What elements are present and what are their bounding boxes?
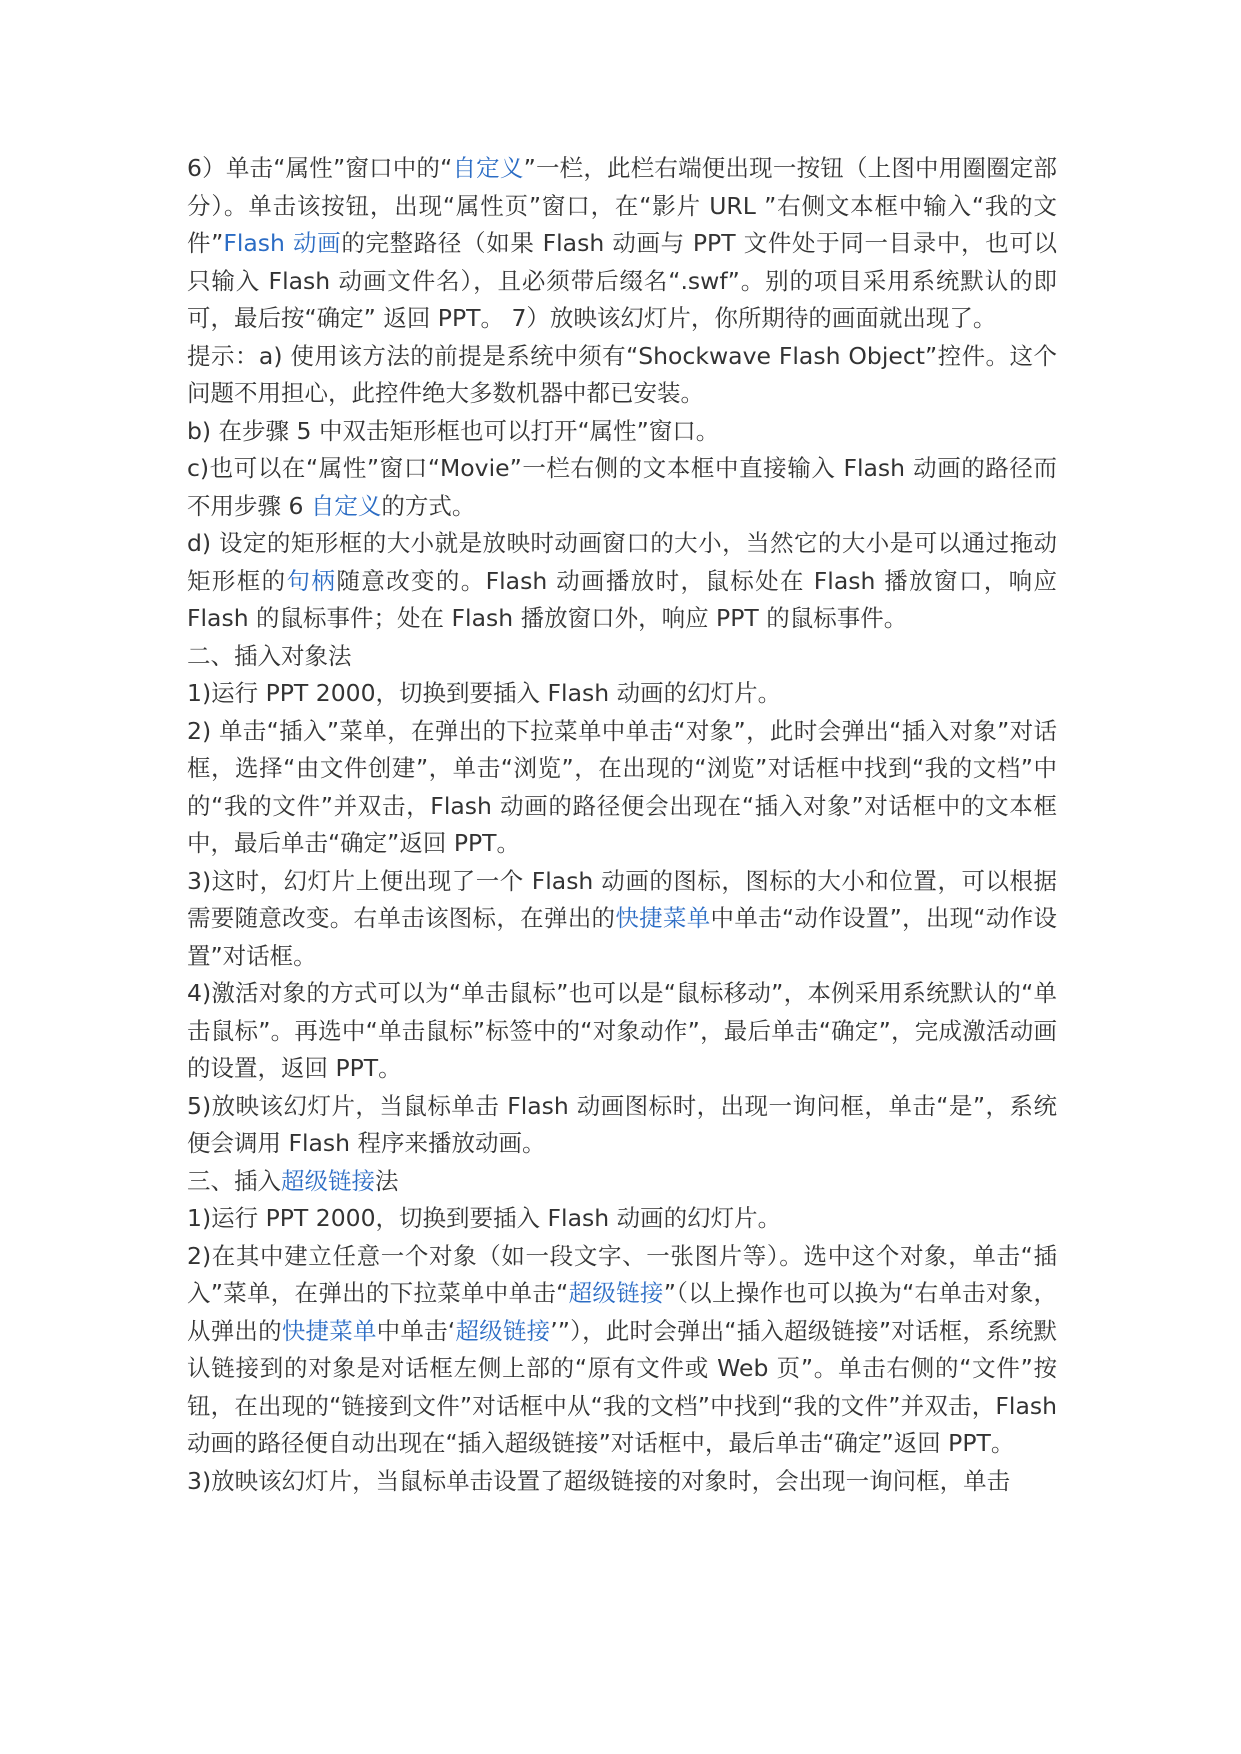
text-run: d) 设定的矩形框的大小就是放映时动画窗口的大小，当然它的大小是可以通过拖动矩形框的 <box>187 529 1057 595</box>
inline-link[interactable]: 自定义 <box>452 154 524 182</box>
text-run: 3)放映该幻灯片，当鼠标单击设置了超级链接的对象时，会出现一询问框，单击 <box>187 1466 1011 1495</box>
text-run: b) 在步骤 5 中双击矩形框也可以打开“属性”窗口。 <box>187 416 720 445</box>
text-run: c)也可以在“属性”窗口“Movie”一栏右侧的文本框中直接输入 Flash 动画的路径而不用步骤 6 <box>187 454 1057 520</box>
text-run: 4)激活对象的方式可以为“单击鼠标”也可以是“鼠标移动”，本例采用系统默认的“单击鼠标”。再选中“单击鼠标”标签中的“对象动作”，最后单击“确定”，完成激活动画的设置，返回 PPT。 <box>187 979 1057 1082</box>
text-run: ”一栏，此栏右端便出现一按钮（上图中用圈圈定部分）。单击该按钮，出现“属性页”窗口，在“影片 URL ”右侧文本框中输入“我的文件” <box>187 154 1057 257</box>
paragraph <box>187 1200 1057 1238</box>
text-run: 6）单击“属性”窗口中的“ <box>187 154 453 182</box>
text-run: 1)运行 PPT 2000，切换到要插入 Flash 动画的幻灯片。 <box>187 679 782 707</box>
paragraph <box>187 975 1057 1088</box>
text-run: 3)这时，幻灯片上便出现了一个 Flash 动画的图标，图标的大小和位置，可以根据需要随意改变。右单击该图标，在弹出的 <box>187 866 1057 932</box>
inline-link[interactable]: 快捷菜单 <box>615 904 711 932</box>
text-run: 中单击‘ <box>376 1316 456 1345</box>
paragraph <box>187 525 1057 638</box>
text-run: 2)在其中建立任意一个对象（如一段文字、一张图片等）。选中这个对象，单击“插入”菜单，在弹出的下拉菜单中单击“ <box>187 1241 1057 1307</box>
text-run: 的方式。 <box>381 491 476 520</box>
text-run: 随意改变的。Flash 动画播放时，鼠标处在 Flash 播放窗口，响应 Flash 的鼠标事件；处在 Flash 播放窗口外，响应 PPT 的鼠标事件。 <box>187 566 1058 632</box>
inline-link[interactable]: 句柄 <box>286 566 337 595</box>
text-run: ’”），此时会弹出“插入超级链接”对话框，系统默认链接到的对象是对话框左侧上部的“原有文件或 Web 页”。单击右侧的“文件”按钮，在出现的“链接到文件”对话框中从“我的文档”中找到“我的文件”并双击，Flash 动画的路径便自动出现在“插入超级链接”对话框中，最后单击“确定”返回 PPT。 <box>187 1316 1058 1457</box>
inline-link[interactable]: 超级链接 <box>281 1166 375 1195</box>
paragraph <box>187 1463 1057 1501</box>
text-run: ”（以上操作也可以换为“右单击对象，从弹出的 <box>187 1279 1057 1345</box>
inline-link[interactable]: 超级链接 <box>568 1279 664 1307</box>
text-run: 2) 单击“插入”菜单，在弹出的下拉菜单中单击“对象”，此时会弹出“插入对象”对话框，选择“由文件创建”，单击“浏览”，在出现的“浏览”对话框中找到“我的文档”中的“我的文件”并双击，Flash 动画的路径便会出现在“插入对象”对话框中的文本框中，最后单击“确定”返回 PPT。 <box>187 716 1057 857</box>
paragraph <box>187 338 1057 413</box>
paragraph <box>187 150 1057 338</box>
paragraph <box>187 638 1057 676</box>
inline-link[interactable]: 自定义 <box>310 491 382 520</box>
inline-link[interactable]: 超级链接 <box>455 1316 551 1345</box>
paragraph <box>187 675 1057 713</box>
text-run: 三、插入 <box>187 1166 281 1195</box>
paragraph <box>187 1163 1057 1201</box>
text-run: 中单击“动作设置”，出现“动作设置”对话框。 <box>187 904 1058 970</box>
text-run: 二、插入对象法 <box>187 641 352 670</box>
paragraph <box>187 713 1057 863</box>
text-run: 5)放映该幻灯片，当鼠标单击 Flash 动画图标时，出现一询问框，单击“是”，系统便会调用 Flash 程序来播放动画。 <box>187 1091 1057 1157</box>
paragraph <box>187 1088 1057 1163</box>
text-run: 提示：a) 使用该方法的前提是系统中须有“Shockwave Flash Object”控件。这个问题不用担心，此控件绝大多数机器中都已安装。 <box>187 341 1057 407</box>
document-page <box>187 150 1057 1500</box>
text-run: 1)运行 PPT 2000，切换到要插入 Flash 动画的幻灯片。 <box>187 1204 782 1232</box>
paragraph <box>187 450 1057 525</box>
text-run: 法 <box>375 1166 399 1195</box>
paragraph <box>187 1238 1057 1463</box>
inline-link[interactable]: Flash 动画 <box>223 229 342 257</box>
paragraph <box>187 863 1057 976</box>
paragraph <box>187 413 1057 451</box>
text-run: 的完整路径（如果 Flash 动画与 PPT 文件处于同一目录中，也可以只输入 Flash 动画文件名），且必须带后缀名“.swf”。别的项目采用系统默认的即可，最后按“确定” 返回 PPT。 7）放映该幻灯片，你所期待的画面就出现了。 <box>187 229 1057 332</box>
inline-link[interactable]: 快捷菜单 <box>281 1316 377 1345</box>
